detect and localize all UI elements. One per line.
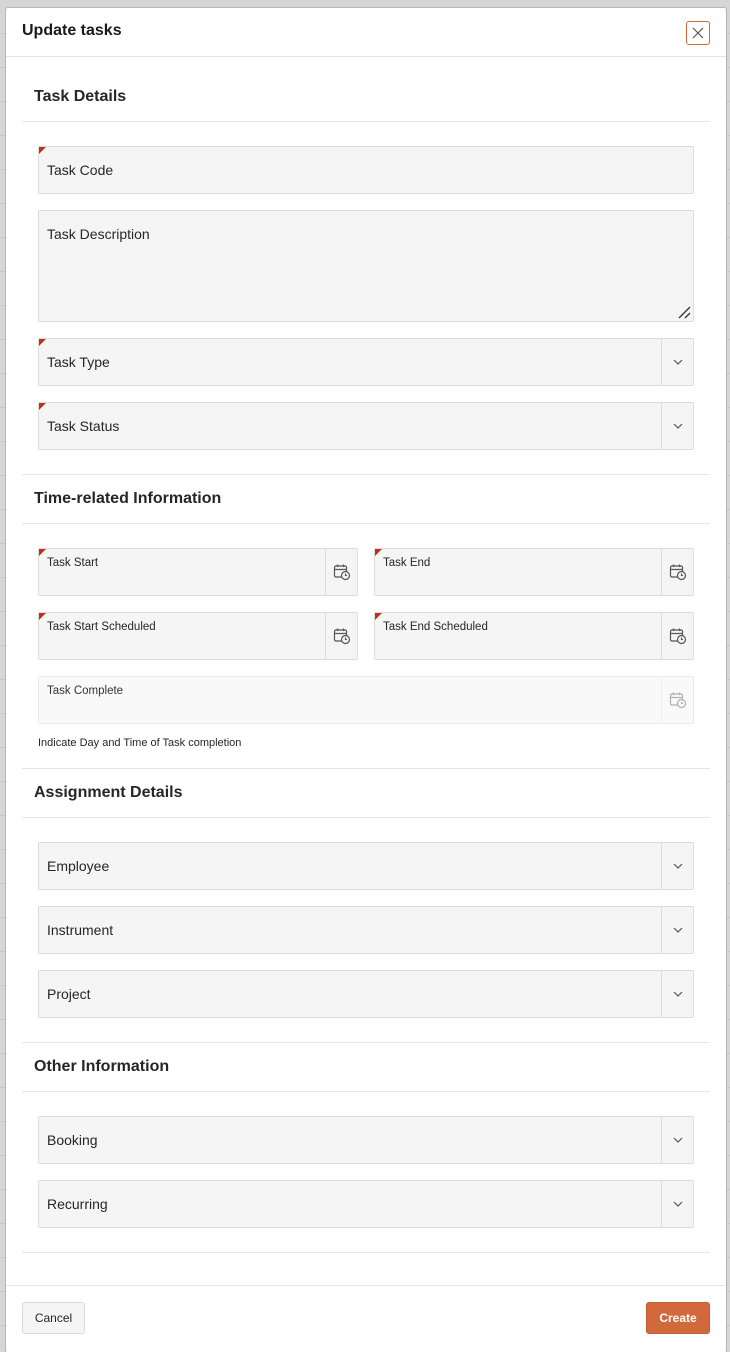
task-end-label: Task End — [383, 557, 431, 569]
section-divider — [22, 817, 710, 818]
task-type-dropdown-button[interactable] — [661, 339, 693, 385]
employee-dropdown-button[interactable] — [661, 843, 693, 889]
dialog-body[interactable] — [6, 57, 726, 1285]
booking-dropdown-button[interactable] — [661, 1117, 693, 1163]
task-complete-help-text: Indicate Day and Time of Task completion — [38, 737, 242, 749]
task-start-label: Task Start — [47, 557, 99, 569]
section-divider — [22, 121, 710, 122]
task-start-scheduled-calendar-button[interactable] — [325, 613, 357, 659]
instrument-select[interactable] — [38, 906, 694, 954]
instrument-label: Instrument — [47, 922, 114, 938]
task-start-calendar-button[interactable] — [325, 549, 357, 595]
chevron-down-icon — [673, 863, 683, 869]
create-button[interactable]: Create — [646, 1302, 710, 1334]
section-divider — [22, 1042, 710, 1043]
section-divider — [22, 1252, 710, 1253]
project-select[interactable] — [38, 970, 694, 1018]
employee-label: Employee — [47, 858, 110, 874]
calendar-clock-icon — [333, 627, 351, 645]
section-divider — [22, 1091, 710, 1092]
employee-select[interactable] — [38, 842, 694, 890]
section-title-time-info: Time-related Information — [34, 490, 222, 507]
task-end-scheduled-calendar-button[interactable] — [661, 613, 693, 659]
task-status-label: Task Status — [47, 418, 120, 434]
booking-select[interactable] — [38, 1116, 694, 1164]
task-end-field[interactable] — [374, 548, 694, 596]
booking-label: Booking — [47, 1132, 98, 1148]
task-code-label: Task Code — [47, 162, 114, 178]
task-end-scheduled-field[interactable] — [374, 612, 694, 660]
project-dropdown-button[interactable] — [661, 971, 693, 1017]
task-status-dropdown-button[interactable] — [661, 403, 693, 449]
task-code-field[interactable] — [38, 146, 694, 194]
resize-handle-icon[interactable] — [677, 305, 691, 319]
chevron-down-icon — [673, 359, 683, 365]
close-icon — [692, 27, 704, 39]
calendar-clock-icon — [333, 563, 351, 581]
task-end-calendar-button[interactable] — [661, 549, 693, 595]
task-description-field[interactable] — [38, 210, 694, 322]
task-end-scheduled-label: Task End Scheduled — [383, 621, 488, 633]
dialog-title: Update tasks — [22, 22, 122, 39]
section-divider — [22, 474, 710, 475]
chevron-down-icon — [673, 1201, 683, 1207]
recurring-dropdown-button[interactable] — [661, 1181, 693, 1227]
task-start-field[interactable] — [38, 548, 358, 596]
chevron-down-icon — [673, 1137, 683, 1143]
dialog-footer — [6, 1285, 726, 1352]
calendar-clock-icon — [669, 563, 687, 581]
calendar-clock-icon — [669, 627, 687, 645]
section-title-other: Other Information — [34, 1058, 170, 1075]
task-start-scheduled-field[interactable] — [38, 612, 358, 660]
section-title-task-details: Task Details — [34, 88, 127, 105]
chevron-down-icon — [673, 927, 683, 933]
task-description-label: Task Description — [47, 226, 150, 242]
dialog-header — [6, 8, 726, 57]
task-type-label: Task Type — [47, 354, 110, 370]
task-complete-calendar-button[interactable] — [661, 677, 693, 723]
section-title-assignment: Assignment Details — [34, 784, 183, 801]
task-start-scheduled-label: Task Start Scheduled — [47, 621, 156, 633]
recurring-label: Recurring — [47, 1196, 108, 1212]
task-complete-label: Task Complete — [47, 685, 124, 697]
close-button[interactable] — [686, 21, 710, 45]
task-complete-field[interactable] — [38, 676, 694, 724]
chevron-down-icon — [673, 991, 683, 997]
project-label: Project — [47, 986, 91, 1002]
cancel-button[interactable]: Cancel — [22, 1302, 85, 1334]
section-divider — [22, 523, 710, 524]
recurring-select[interactable] — [38, 1180, 694, 1228]
update-tasks-dialog — [6, 8, 726, 1352]
instrument-dropdown-button[interactable] — [661, 907, 693, 953]
task-type-select[interactable] — [38, 338, 694, 386]
calendar-clock-icon — [669, 691, 687, 709]
task-status-select[interactable] — [38, 402, 694, 450]
section-divider — [22, 768, 710, 769]
chevron-down-icon — [673, 423, 683, 429]
